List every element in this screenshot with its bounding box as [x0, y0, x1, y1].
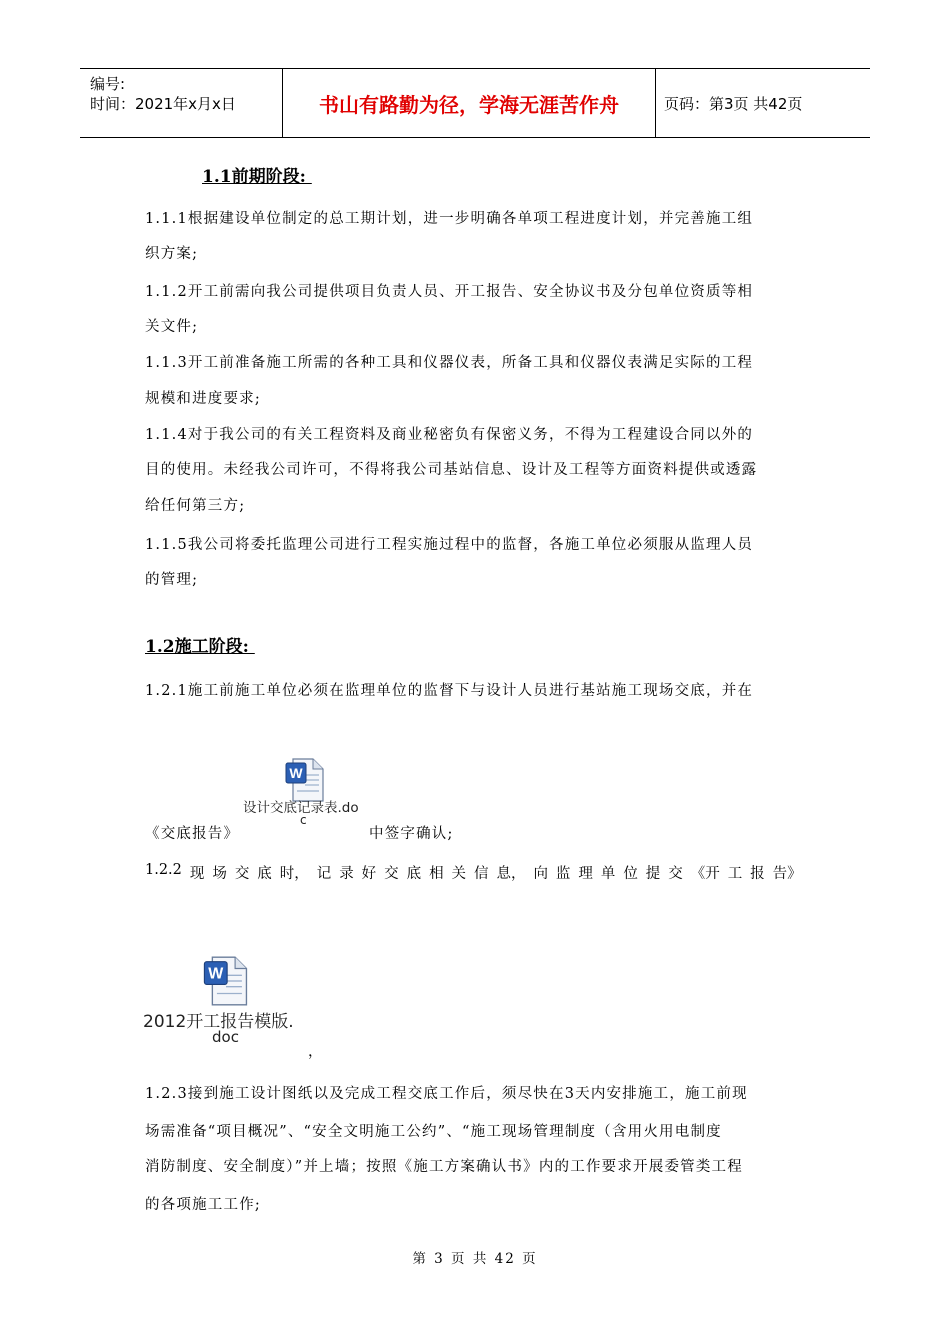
paragraph-line: 目的使用。未经我公司许可，不得将我公司基站信息、设计及工程等方面资料提供或透露	[145, 462, 758, 478]
attachment-filename-ext[interactable]: doc	[212, 1028, 239, 1046]
word-document-icon[interactable]	[200, 956, 252, 1006]
paragraph-line: 关文件;	[145, 319, 199, 335]
attachment-filename[interactable]: 设计交底记录表.do	[243, 800, 359, 816]
text-fragment: 现	[189, 866, 205, 882]
header-meta	[80, 69, 282, 137]
text-fragment: 场	[212, 866, 227, 882]
text-fragment: 提	[645, 866, 661, 882]
paragraph-line: 1.2.1施工前施工单位必须在监理单位的监督下与设计人员进行基站施工现场交底，并在	[145, 683, 754, 699]
text-fragment: 工	[727, 866, 743, 882]
text-fragment: 息，	[496, 866, 526, 882]
svg-text:W: W	[208, 965, 224, 983]
text-fragment: 交	[668, 866, 683, 882]
paragraph-line: 1.2.3接到施工设计图纸以及完成工程交底工作后，须尽快在3天内安排施工，施工前现	[145, 1086, 748, 1102]
text-fragment: 1.2.2	[145, 862, 182, 878]
text-fragment: 底	[406, 866, 422, 882]
report-prefix: 《交底报告》	[145, 826, 240, 842]
report-suffix: 中签字确认;	[369, 826, 454, 842]
paragraph-line: 的管理;	[145, 572, 199, 588]
paragraph-line: 1.1.2开工前需向我公司提供项目负责人员、开工报告、安全协议书及分包单位资质等相	[145, 284, 754, 300]
section-heading-1-2: 1.2施工阶段:	[145, 637, 255, 657]
text-fragment: 记	[316, 866, 332, 882]
justified-line	[145, 862, 802, 883]
svg-text:W: W	[289, 765, 303, 781]
text-fragment: 关	[451, 866, 467, 882]
paragraph-line: 场需准备“项目概况”、“安全文明施工公约”、“施工现场管理制度（含用火用电制度	[145, 1124, 722, 1140]
text-fragment: 底	[257, 866, 272, 882]
time-label: 时间：2021年x月x日	[90, 95, 236, 113]
page-footer: 第 3 页 共 42 页	[412, 1251, 538, 1267]
trailing-comma: ，	[308, 1044, 324, 1060]
text-fragment: 好	[361, 866, 377, 882]
text-fragment: 理	[578, 866, 593, 882]
page-number-label: 页码：第3页 共42页	[664, 94, 803, 113]
paragraph-line: 1.1.1根据建设单位制定的总工期计划，进一步明确各单项工程进度计划，并完善施工组	[145, 211, 754, 227]
paragraph-line: 1.1.5我公司将委托监理公司进行工程实施过程中的监督，各施工单位必须服从监理人员	[145, 537, 754, 553]
paragraph-line: 消防制度、安全制度）”并上墙；按照《施工方案确认书》内的工作要求开展委管类工程	[145, 1159, 743, 1175]
text-fragment: 录	[339, 866, 354, 882]
number-label: 编号:	[90, 75, 126, 93]
text-fragment: 位	[623, 866, 638, 882]
paragraph-line: 织方案;	[145, 246, 199, 262]
text-fragment: 单	[600, 866, 616, 882]
attachment-filename[interactable]: 2012开工报告模版.	[143, 1012, 294, 1032]
text-fragment: 信	[474, 866, 489, 882]
paragraph-line: 给任何第三方;	[145, 498, 246, 514]
paragraph-line: 的各项施工工作;	[145, 1197, 261, 1213]
text-fragment: 相	[429, 866, 444, 882]
page-header	[80, 68, 870, 138]
text-fragment: 告》	[772, 866, 802, 882]
paragraph-line: 规模和进度要求;	[145, 391, 261, 407]
text-fragment: 交	[234, 866, 250, 882]
text-fragment: 监	[555, 866, 571, 882]
section-heading-1-1: 1.1前期阶段:	[202, 167, 312, 187]
text-fragment: 《开	[690, 866, 720, 882]
attachment-filename-ext[interactable]: c	[300, 813, 307, 827]
text-fragment: 报	[750, 866, 765, 882]
paragraph-line: 1.1.4对于我公司的有关工程资料及商业秘密负有保密义务，不得为工程建设合同以外的	[145, 427, 754, 443]
text-fragment: 时，	[279, 866, 309, 882]
header-motto: 书山有路勤为径，学海无涯苦作舟	[282, 69, 656, 137]
paragraph-line: 1.1.3开工前准备施工所需的各种工具和仪器仪表，所备工具和仪器仪表满足实际的工程	[145, 355, 754, 371]
text-fragment: 交	[384, 866, 399, 882]
text-fragment: 向	[533, 866, 548, 882]
